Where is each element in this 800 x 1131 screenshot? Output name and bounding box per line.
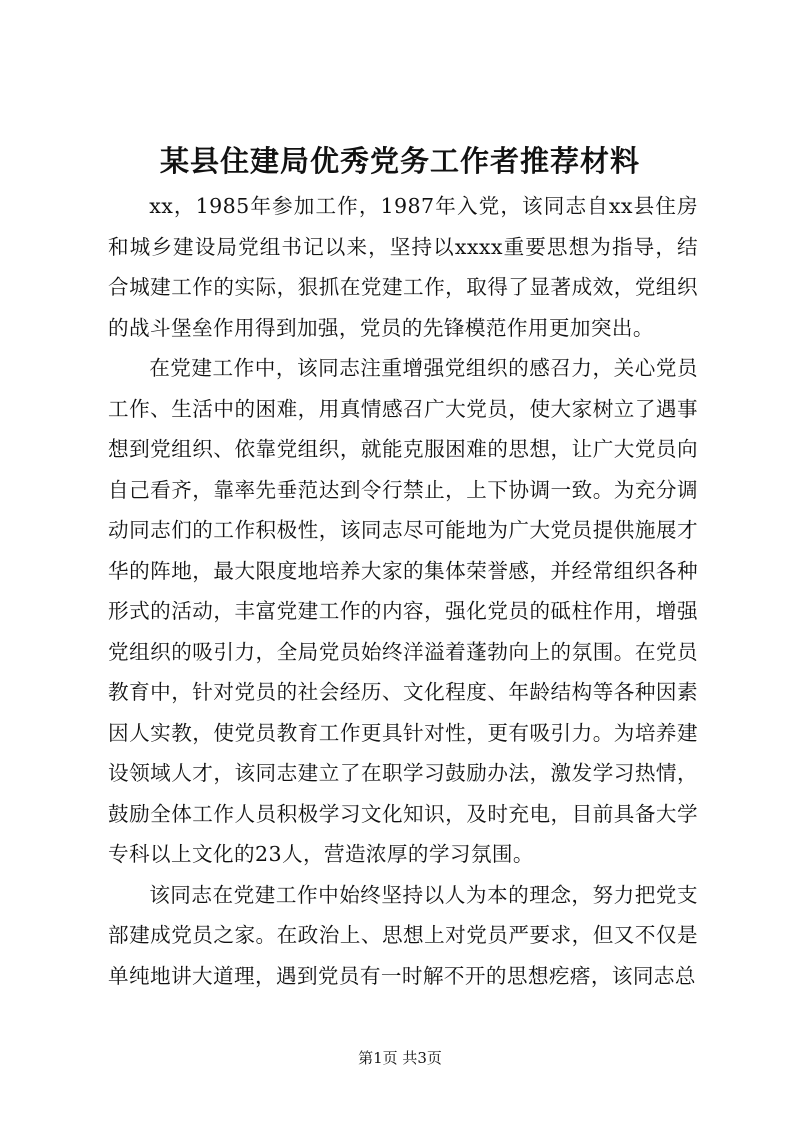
document-body bbox=[108, 186, 698, 996]
page-footer: 第1页 共3页 bbox=[358, 1049, 442, 1067]
document-title: 某县住建局优秀党务工作者推荐材料 bbox=[159, 144, 640, 178]
paragraph-2: 在党建工作中，该同志注重增强党组织的感召力，关心党员工作、生活中的困难，用真情感召广大党员，使大家树立了遇事想到党组织、依靠党组织，就能克服困难的思想，让广大党员向自己看齐，靠率先垂范达到令行禁止，上下协调一致。为充分调动同志们的工作积极性，该同志尽可能地为广大党员提供施展才华的阵地，最大限度地培养大家的集体荣誉感，并经常组织各种形式的活动，丰富党建工作的内容，强化党员的砥柱作用，增强党组织的吸引力，全局党员始终洋溢着蓬勃向上的氛围。在党员教育中，针对党员的社会经历、文化程度、年龄结构等各种因素因人实教，使党员教育工作更具针对性，更有吸引力。为培养建设领域人才，该同志建立了在职学习鼓励办法，激发学习热情，鼓励全体工作人员积极学习文化知识，及时充电，目前具备大学专科以上文化的23人，营造浓厚的学习氛围。 bbox=[108, 356, 698, 866]
paragraph-3: 该同志在党建工作中始终坚持以人为本的理念，努力把党支部建成党员之家。在政治上、思想上对党员严要求，但又不仅是单纯地讲大道理，遇到党员有一时解不开的思想疙瘩，该同志总 bbox=[108, 882, 698, 988]
paragraph-1: xx，1985年参加工作，1987年入党，该同志自xx县住房和城乡建设局党组书记以来，坚持以xxxx重要思想为指导，结合城建工作的实际，狠抓在党建工作，取得了显著成效，党组织的战斗堡垒作用得到加强，党员的先锋模范作用更加突出。 bbox=[108, 194, 698, 340]
